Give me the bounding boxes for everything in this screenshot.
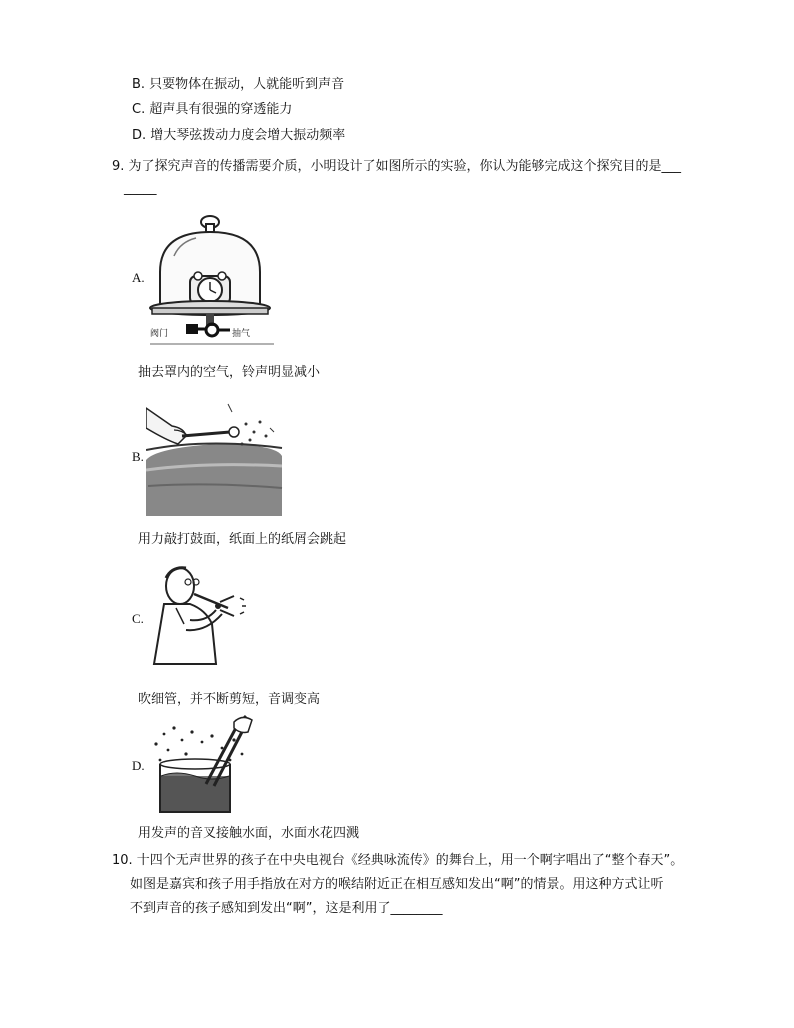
q9-option-a-letter: A. [132, 270, 145, 285]
tuning-fork-figure [146, 714, 256, 818]
prev-option-d: D. 增大琴弦拨动力度会增大振动频率 [132, 128, 346, 143]
straw-figure [146, 564, 256, 668]
q9-option-a-caption: 抽去罩内的空气，铃声明显减小 [138, 365, 321, 380]
q9-option-c-letter: C. [132, 611, 144, 626]
valve-label: 阀门 [150, 329, 169, 339]
q9-option-d-caption: 用发声的音叉接触水面，水面水花四溅 [138, 826, 360, 841]
q10-stem-line2: 如图是嘉宾和孩子用手指放在对方的喉结附近正在相互感知发出“啊”的情景。用这种方式让听 [130, 877, 664, 892]
q9-option-c-caption: 吹细管，并不断剪短，音调变高 [138, 692, 321, 707]
pump-label: 抽气 [232, 329, 251, 339]
drum-figure [146, 400, 284, 516]
q9-option-b-caption: 用力敲打鼓面，纸面上的纸屑会跳起 [138, 532, 347, 547]
prev-option-c: C. 超声具有很强的穿透能力 [132, 102, 293, 117]
prev-option-b: B. 只要物体在振动，人就能听到声音 [132, 77, 345, 92]
q9-option-d-letter: D. [132, 758, 145, 773]
q9-stem: 9. 为了探究声音的传播需要介质，小明设计了如图所示的实验，你认为能够完成这个探究目的是___ [112, 159, 682, 174]
q9-stem-blank: _____ [124, 181, 157, 196]
bell-jar-figure [146, 212, 274, 348]
q10-stem-line3: 不到声音的孩子感知到发出“啊”，这是利用了________ [130, 901, 443, 916]
q9-option-b-letter: B. [132, 449, 144, 464]
q10-stem-line1: 10. 十四个无声世界的孩子在中央电视台《经典咏流传》的舞台上，用一个啊字唱出了“整个春天”。 [112, 853, 684, 868]
